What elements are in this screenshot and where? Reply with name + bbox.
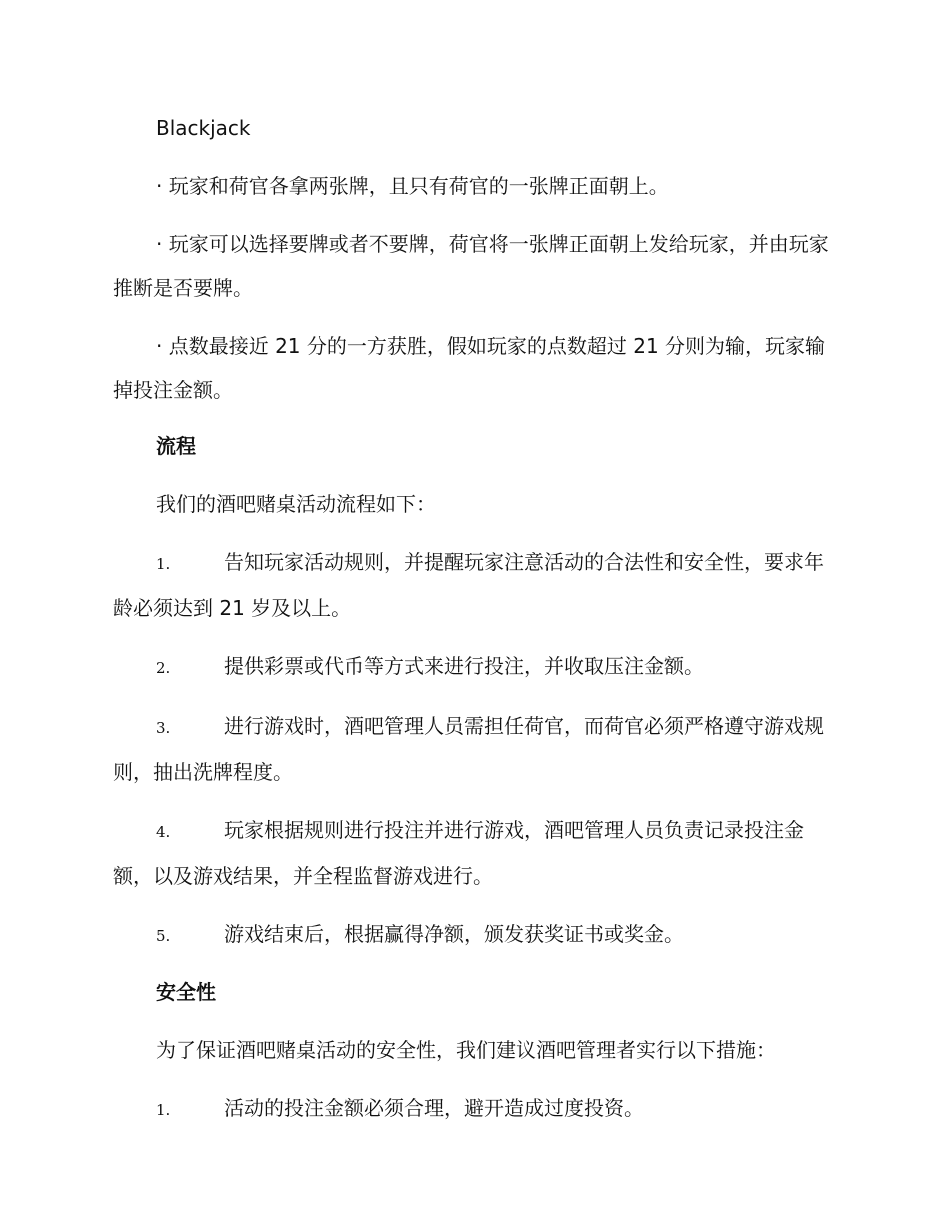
step-number: 1. <box>156 555 171 573</box>
blackjack-rule: · 玩家和荷官各拿两张牌，且只有荷官的一张牌正面朝上。 <box>156 174 669 198</box>
step-text: 活动的投注金额必须合理，避开造成过度投资。 <box>224 1096 644 1120</box>
step-number: 1. <box>156 1101 171 1119</box>
safety-step <box>113 1086 835 1132</box>
step-number: 2. <box>156 659 171 677</box>
step-text: 提供彩票或代币等方式来进行投注，并收取压注金额。 <box>224 654 704 678</box>
blackjack-heading: Blackjack <box>156 116 251 140</box>
blackjack-rule: · 玩家可以选择要牌或者不要牌，荷官将一张牌正面朝上发给玩家，并由玩家推断是否要牌。 <box>113 232 829 300</box>
process-step <box>113 808 835 898</box>
step-number: 4. <box>156 823 171 841</box>
process-heading: 流程 <box>156 434 196 458</box>
step-number: 3. <box>156 719 171 737</box>
step-number: 5. <box>156 927 171 945</box>
process-step <box>113 704 835 794</box>
blackjack-rule: · 点数最接近 21 分的一方获胜，假如玩家的点数超过 21 分则为输，玩家输掉投注金额。 <box>113 334 826 402</box>
safety-heading: 安全性 <box>156 980 216 1004</box>
step-text: 告知玩家活动规则，并提醒玩家注意活动的合法性和安全性，要求年龄必须达到 21 岁及以上。 <box>113 550 824 620</box>
step-text: 游戏结束后，根据赢得净额，颁发获奖证书或奖金。 <box>224 922 684 946</box>
document-body <box>113 108 835 1146</box>
process-step <box>113 540 835 630</box>
process-step <box>113 912 835 958</box>
process-intro: 我们的酒吧赌桌活动流程如下： <box>156 492 436 516</box>
safety-intro: 为了保证酒吧赌桌活动的安全性，我们建议酒吧管理者实行以下措施： <box>156 1038 776 1062</box>
step-text: 玩家根据规则进行投注并进行游戏，酒吧管理人员负责记录投注金额，以及游戏结果，并全程监督游戏进行。 <box>113 818 804 888</box>
step-text: 进行游戏时，酒吧管理人员需担任荷官，而荷官必须严格遵守游戏规则，抽出洗牌程度。 <box>113 714 824 784</box>
process-step <box>113 644 835 690</box>
